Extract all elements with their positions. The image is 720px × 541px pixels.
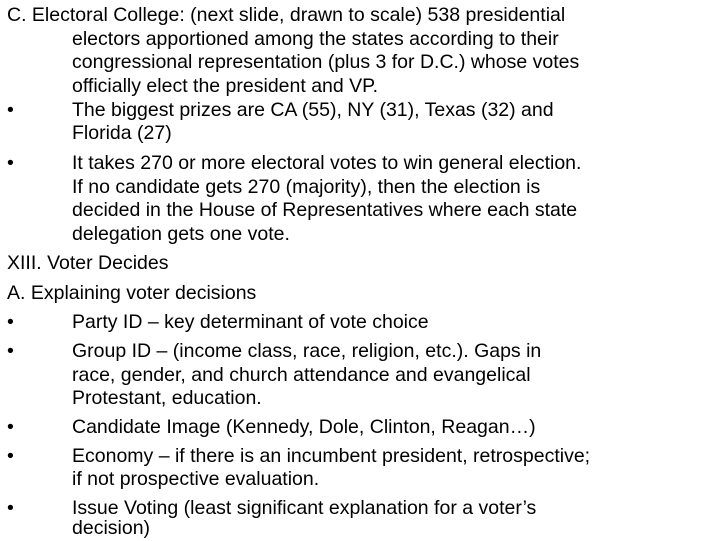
bullet-marker: • <box>7 497 14 519</box>
win-threshold-line-3: decided in the House of Representatives where each state <box>72 199 578 221</box>
group-id-line-2: race, gender, and church attendance and evangelical <box>72 364 531 386</box>
bullet-marker: • <box>7 445 14 467</box>
win-threshold-line-1: It takes 270 or more electoral votes to win general election. <box>72 152 582 174</box>
bullet-marker: • <box>7 416 14 438</box>
bullet-marker: • <box>7 99 14 121</box>
electoral-college-line-4: officially elect the president and VP. <box>72 75 379 97</box>
electoral-college-heading: C. Electoral College: (next slide, drawn to scale) 538 presidential <box>7 4 566 26</box>
biggest-prizes-line-1: The biggest prizes are CA (55), NY (31), Texas (32) and <box>72 99 554 121</box>
electoral-college-line-3: congressional representation (plus 3 for D.C.) whose votes <box>72 51 580 73</box>
issue-voting-line-1: Issue Voting (least significant explanation for a voter’s <box>72 497 537 519</box>
candidate-image-line: Candidate Image (Kennedy, Dole, Clinton, Reagan…) <box>72 416 536 438</box>
bullet-marker: • <box>7 152 14 174</box>
economy-line-2: if not prospective evaluation. <box>72 468 320 490</box>
group-id-line-1: Group ID – (income class, race, religion, etc.). Gaps in <box>72 340 542 362</box>
bullet-marker: • <box>7 311 14 333</box>
group-id-line-3: Protestant, education. <box>72 387 262 409</box>
electoral-college-line-2: electors apportioned among the states according to their <box>72 28 559 50</box>
party-id-line: Party ID – key determinant of vote choice <box>72 311 429 333</box>
issue-voting-line-2: decision) <box>72 517 151 539</box>
win-threshold-line-2: If no candidate gets 270 (majority), then the election is <box>72 176 541 198</box>
economy-line-1: Economy – if there is an incumbent president, retrospective; <box>72 445 591 467</box>
section-heading-voter-decides: XIII. Voter Decides <box>7 252 169 274</box>
win-threshold-line-4: delegation gets one vote. <box>72 223 290 245</box>
biggest-prizes-line-2: Florida (27) <box>72 122 172 144</box>
bullet-marker: • <box>7 340 14 362</box>
subsection-heading-explaining: A. Explaining voter decisions <box>7 282 257 304</box>
